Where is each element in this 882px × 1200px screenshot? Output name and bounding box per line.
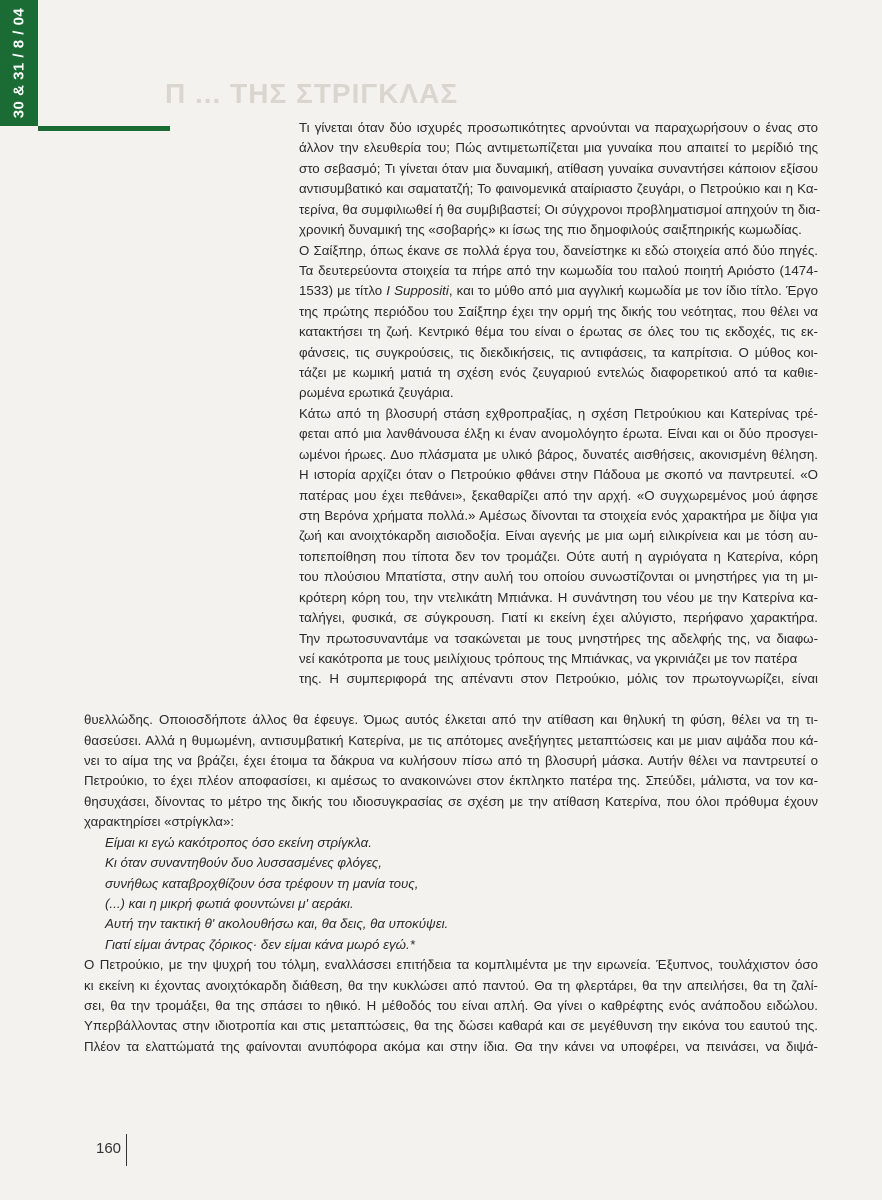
text-line: ζωή και ανοιχτόκαρδη αισιοδοξία. Είναι αγενής με μια ωμή ειλικρίνεια και με τόση αυ- — [299, 528, 818, 543]
text-line: Η ιστορία αρχίζει όταν ο Πετρούκιο φθάνει στην Πάδουα με σκοπό να παντρευτεί. «Ο — [299, 467, 818, 482]
page-number: 160 — [96, 1140, 122, 1157]
poem-line: συνήθως καταβροχθίζουν όσα τρέφουν τη μανία τους, — [105, 876, 419, 891]
text-line: τερίνα, θα συμφιλιωθεί ή θα συμβιβαστεί; Οι σύγχρονοι προβληματισμοί απηχούν τη δια- — [299, 202, 821, 217]
text-line: ταλήγει, φυσικά, σε σύγκρουση. Γιατί κι εκείνη έχει αλύγιστο, περήφανο χαρακτήρα. — [299, 610, 818, 625]
text-line: χρονική δυναμική της «σοβαρής» κι ίσως της πιο δημοφιλούς σαιξπηρικής κωμωδίας. — [299, 222, 802, 237]
text-line: τοπεποίθηση που τίποτα δεν τον τρομάζει. Ούτε αυτή η αγριόγατα η Κατερίνα, κόρη — [299, 549, 818, 564]
text-line: του πλούσιου Μπατίστα, στην αυλή του οποίου συνωστίζονται οι μνηστήρες για τη μι- — [299, 569, 818, 584]
text-line: Κάτω από τη βλοσυρή στάση εχθροπραξίας, η σχέση Πετρούκιου και Κατερίνας τρέ- — [299, 406, 818, 421]
text-line: χαρακτηρίσει «στρίγκλα»: — [84, 814, 235, 829]
text-line: ωμένοι ήρωες. Δυο πλάσματα με υλικό βάρος, δυνατές αισθήσεις, ακονισμένη θέληση. — [299, 447, 818, 462]
text-line: στη Βερόνα χρήματα πολλά.» Αμέσως δίνονται τα στοιχεία ενός χαρακτήρα με δίψα για — [299, 508, 818, 523]
text-line: Ο Σαίξπηρ, όπως έκανε σε πολλά έργα του, δανείστηκε κι εδώ στοιχεία από δύο πηγές. — [299, 243, 818, 258]
text-line: θασεύσει. Αλλά η θυμωμένη, αντισυμβατική Κατερίνα, με τις απότομες ανεξήγητες μεταπτώσεις και με μιαν αψάδα που κά- — [84, 733, 818, 748]
page-number-rule — [126, 1134, 127, 1166]
text-line: 1533) με τίτλο I Suppositi, και το μύθο από μια αγγλική κωμωδία με τον ίδιο τίτλο. Έργο — [299, 283, 818, 298]
text-line: τάζει με κωμική ματιά τη σχέση ενός ζευγαριού εντελώς διαφορετικού από τα καθιε- — [299, 365, 818, 380]
text-line: θησυχάσει, δίνοντας το μέτρο της δικής του ιδιοσυγκρασίας σε σχέση με την ατίθαση Κατερίνα, που όλοι πρόθυμα έχουν — [84, 794, 818, 809]
text-line: στο σεβασμό; Τι γίνεται όταν μια δυναμική, ατίθαση γυναίκα συναντήσει κάποιον εξίσου — [299, 161, 818, 176]
text-line: νεί κακότροπα με τους μειλίχιους τρόπους της Μπιάνκας, να γκρινιάζει με τον πατέρα — [299, 651, 798, 666]
text-line: φεται από μια λανθάνουσα έλξη κι έναν ανομολόγητο έρωτα. Είναι και οι δύο προσγει- — [299, 426, 818, 441]
poem-line: Αυτή την τακτική θ' ακολουθήσω και, θα δεις, θα υποκύψει. — [105, 916, 449, 931]
text-line: Ο Πετρούκιο, με την ψυχρή του τόλμη, εναλλάσσει επιτήδεια τα κομπλιμέντα με την ειρωνεία. Έξυπνος, τουλάχιστον όσο — [84, 957, 818, 972]
text-line: κατακτήσει τη ζωή. Κεντρικό θέμα του είναι ο έρωτας σε όλες του τις εκδοχές, τις εκ- — [299, 324, 818, 339]
text-line: σει, θα την τρομάξει, θα της σπάσει το ηθικό. Η μέθοδός του είναι απλή. Θα γίνει ο καθρέφτης ενός ανάποδου ειδώλου. — [84, 998, 818, 1013]
text-line: κρότερη κόρη του, την ντελικάτη Μπιάνκα. Η συνάντηση του νέου με την Κατερίνα κα- — [299, 590, 818, 605]
text-line: Υπερβάλλοντας στην ιδιοτροπία και στις μεταπτώσεις, θα της δώσει καθαρά και σε μεγέθυνση την εικόνα του εαυτού της. — [84, 1018, 818, 1033]
issue-date-label: 30 & 31 / 8 / 04 — [10, 7, 28, 119]
text-line: νει το αίμα της να βράζει, έχει έτοιμα τα δάκρυα να κυλήσουν πίσω από τη βλοσυρή μάσκα. Αυτήν θέλει να παντρευτεί ο — [84, 753, 818, 768]
text-line: αντισυμβατικό και σαματατζή; Το φαινομενικά αταίριαστο ζευγάρι, ο Πετρούκιο και η Κα- — [299, 181, 818, 196]
text-line: Πετρούκιο, το έχει πλέον αποφασίσει, κι αμέσως το ανακοινώνει στον έκπληκτο πατέρα της. Σπεύδει, μάλιστα, να τον κα- — [84, 773, 818, 788]
poem-line: Είμαι κι εγώ κακότροπος όσο εκείνη στρίγκλα. — [105, 835, 372, 850]
issue-tab — [0, 0, 38, 126]
accent-rule — [38, 126, 170, 131]
text-line: φάνσεις, τις συγκρούσεις, τις διεκδικήσεις, τις αντιφάσεις, τα καπρίτσια. Ο μύθος κοι- — [299, 345, 818, 360]
text-line: πατέρας μου έχει πεθάνει», ξεκαθαρίζει από την αρχή. «Ο συγχωρεμένος μού άφησε — [299, 488, 818, 503]
text-line: Τι γίνεται όταν δύο ισχυρές προσωπικότητες αρνούνται να παραχωρήσουν ο ένας στο — [299, 120, 818, 135]
text-line: θυελλώδης. Οποιοσδήποτε άλλος θα έφευγε. Όμως αυτός έλκεται από την ατίθαση και θηλυκή τη φύση, θέλει να τη τι- — [84, 712, 818, 727]
text-line: Την πρωτοσυναντάμε να τσακώνεται με τους μνηστήρες της αδελφής της, να διαφω- — [299, 631, 818, 646]
text-line: της πρώτης περιόδου του Σαίξπηρ έχει την ορμή της δικής του νεότητας, που θέλει να — [299, 304, 818, 319]
text-line: Τα δευτερεύοντα στοιχεία τα πήρε από την κωμωδία του ιταλού ποιητή Αριόστο (1474- — [299, 263, 818, 278]
poem-line: Κι όταν συναντηθούν δυο λυσσασμένες φλόγες, — [105, 855, 382, 870]
faded-heading: Π ... ΤΗΣ ΣΤΡΙΓΚΛΑΣ — [165, 78, 459, 106]
text-line: της. Η συμπεριφορά της απέναντι στον Πετρούκιο, μόλις τον πρωτογνωρίζει, είναι — [299, 671, 818, 686]
poem-line: (...) και η μικρή φωτιά φουντώνει μ' αεράκι. — [105, 896, 354, 911]
text-line: κι εκείνη κι έχοντας ανοιχτόκαρδη διάθεση, θα την κυκλώσει από παντού. Θα τη φλερτάρει, θα την απειλήσει, θα τη ζαλί- — [84, 978, 818, 993]
text-line: Πλέον τα ελαττώματά της φαίνονται ανυπόφορα ακόμα και στην ίδια. Θα την κάνει να υποφέρει, να πεινάσει, να διψά- — [84, 1039, 818, 1054]
text-line: ρωμένα ερωτικά ζευγάρια. — [299, 385, 454, 400]
poem-line: Γιατί είμαι άντρας ζόρικος· δεν είμαι κάνα μωρό εγώ.* — [105, 937, 415, 952]
text-line: άλλον την ελευθερία του; Πώς αντιμετωπίζεται μια γυναίκα που απαιτεί το μερίδιό της — [299, 140, 818, 155]
